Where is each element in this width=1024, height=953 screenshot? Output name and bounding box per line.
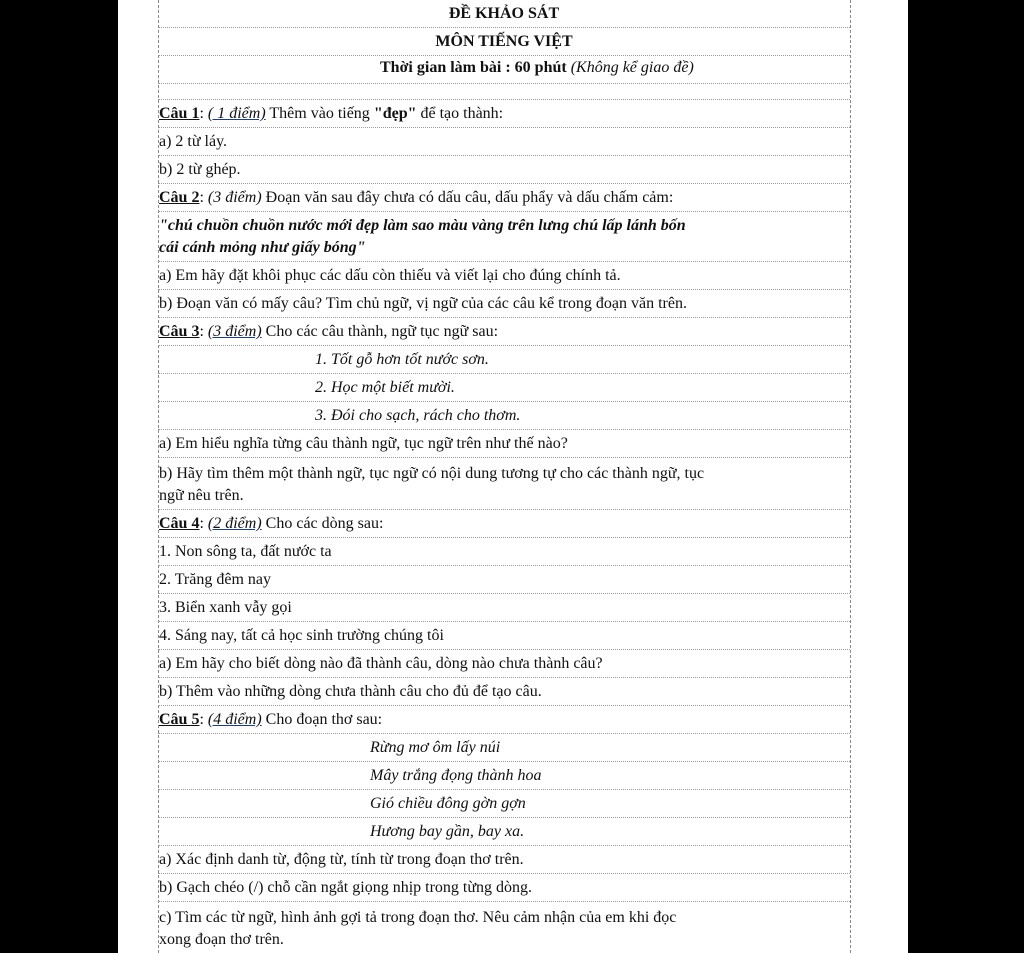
q3-item: 3. Đói cho sạch, rách cho thơm.: [158, 402, 850, 430]
q5-part-a: a) Xác định danh từ, động từ, tính từ trong đoạn thơ trên.: [158, 846, 850, 874]
table-border-right: [850, 0, 851, 953]
q3-item: 2. Học một biết mười.: [158, 374, 850, 402]
q2-part-a: a) Em hãy đặt khôi phục các dấu còn thiếu và viết lại cho đúng chính tả.: [158, 262, 850, 290]
q4-item: 3. Biển xanh vẫy gọi: [158, 594, 850, 622]
poem-line: Gió chiều đông gờn gợn: [158, 790, 850, 818]
q3-part-b: b) Hãy tìm thêm một thành ngữ, tục ngữ có nội dung tương tự cho các thành ngữ, tục ngữ nêu trên.: [158, 458, 850, 510]
q1-heading: Câu 1: ( 1 điểm) Thêm vào tiếng "đẹp" để tạo thành:: [158, 100, 850, 128]
q4-item: 4. Sáng nay, tất cả học sinh trường chúng tôi: [158, 622, 850, 650]
doc-subject: MÔN TIẾNG VIỆT: [158, 28, 850, 56]
q4-item: 1. Non sông ta, đất nước ta: [158, 538, 850, 566]
q4-heading: Câu 4: (2 điểm) Cho các dòng sau:: [158, 510, 850, 538]
q1-part-a: a) 2 từ láy.: [158, 128, 850, 156]
doc-title: ĐỀ KHẢO SÁT: [158, 0, 850, 28]
q3-part-a: a) Em hiểu nghĩa từng câu thành ngữ, tục ngữ trên như thế nào?: [158, 430, 850, 458]
q4-part-b: b) Thêm vào những dòng chưa thành câu cho đủ để tạo câu.: [158, 678, 850, 706]
spacer-row: [158, 84, 850, 100]
q5-heading: Câu 5: (4 điểm) Cho đoạn thơ sau:: [158, 706, 850, 734]
q3-heading: Câu 3: (3 điểm) Cho các câu thành, ngữ tục ngữ sau:: [158, 318, 850, 346]
q1-part-b: b) 2 từ ghép.: [158, 156, 850, 184]
q5-part-c: c) Tìm các từ ngữ, hình ảnh gợi tả trong đoạn thơ. Nêu cảm nhận của em khi đọc xong đoạn thơ trên.: [159, 909, 677, 948]
q2-part-b: b) Đoạn văn có mấy câu? Tìm chủ ngữ, vị ngữ của các câu kể trong đoạn văn trên.: [158, 290, 850, 318]
poem-line: Rừng mơ ôm lấy núi: [158, 734, 850, 762]
poem-line: Hương bay gần, bay xa.: [158, 818, 850, 846]
q2-passage: "chú chuồn chuồn nước mới đẹp làm sao màu vàng trên lưng chú lấp lánh bốn cái cánh mỏng như giấy bóng": [158, 212, 850, 262]
q3-item: 1. Tốt gỗ hơn tốt nước sơn.: [158, 346, 850, 374]
poem-line: Mây trắng đọng thành hoa: [158, 762, 850, 790]
q4-item: 2. Trăng đêm nay: [158, 566, 850, 594]
q4-part-a: a) Em hãy cho biết dòng nào đã thành câu, dòng nào chưa thành câu?: [158, 650, 850, 678]
q5-part-b: b) Gạch chéo (/) chỗ cần ngắt giọng nhịp trong từng dòng.: [158, 874, 850, 902]
doc-time: Thời gian làm bài : 60 phút (Không kể giao đề): [158, 56, 850, 84]
q2-heading: Câu 2: (3 điểm) Đoạn văn sau đây chưa có dấu câu, dấu phẩy và dấu chấm cảm:: [158, 184, 850, 212]
